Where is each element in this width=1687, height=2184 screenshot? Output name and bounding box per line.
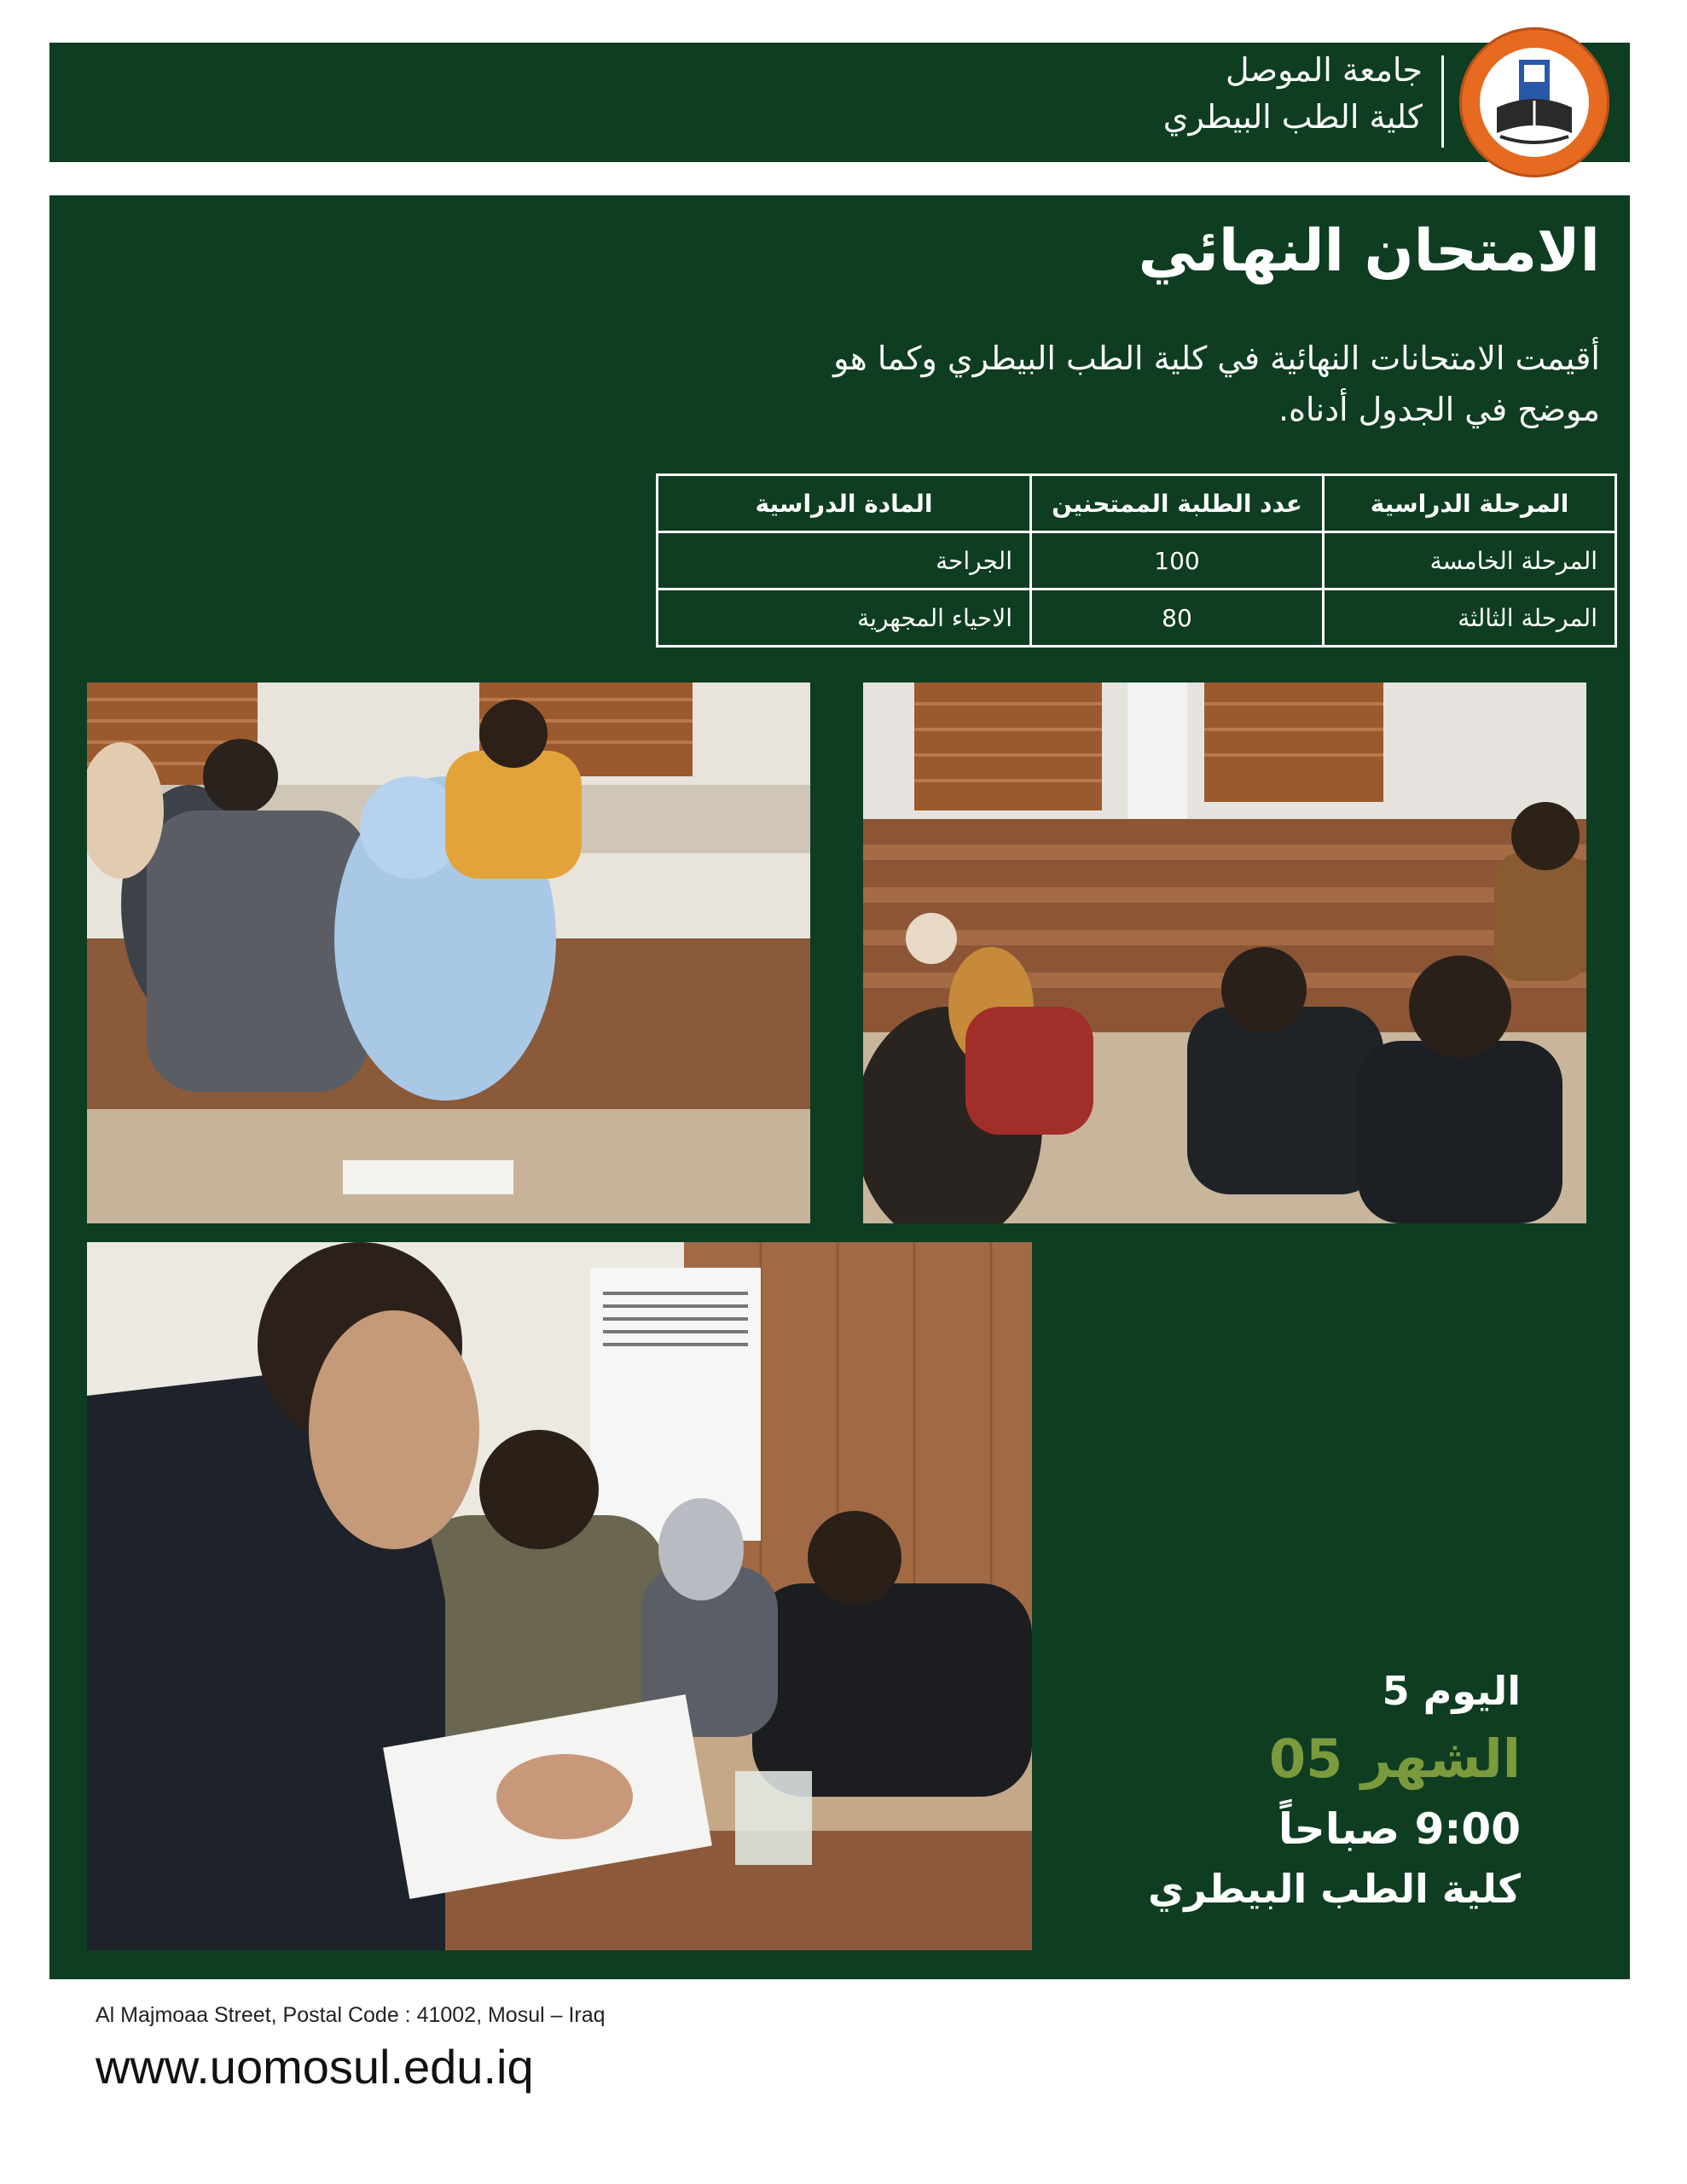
table-row <box>658 590 1616 647</box>
column-header-count: عدد الطلبة الممتحنين <box>1031 475 1324 532</box>
page-title: الامتحان النهائي <box>1138 218 1600 285</box>
exam-table <box>656 473 1617 648</box>
intro-paragraph: أقيمت الامتحانات النهائية في كلية الطب البيطري وكما هو موضح في الجدول أدناه. <box>833 340 1600 428</box>
cell-count: 100 <box>1031 532 1324 590</box>
exam-photo-left <box>87 682 810 1223</box>
event-time: 9:00 صباحاً <box>1278 1804 1521 1854</box>
website-link[interactable]: www.uomosul.edu.iq <box>96 2040 534 2094</box>
column-header-subject: المادة الدراسية <box>658 475 1031 532</box>
event-place: كلية الطب البيطري <box>1148 1866 1521 1912</box>
cell-stage: المرحلة الثالثة <box>1324 590 1616 647</box>
exam-photo-right <box>863 682 1586 1223</box>
university-seal-icon <box>1480 48 1589 157</box>
college-name: كلية الطب البيطري <box>1162 98 1423 136</box>
event-month: الشهر 05 <box>1269 1728 1521 1790</box>
column-header-stage: المرحلة الدراسية <box>1324 475 1616 532</box>
footer-address: Al Majmoaa Street, Postal Code : 41002, Mosul – Iraq <box>96 2003 606 2027</box>
university-logo <box>1459 27 1609 177</box>
table-header-row <box>658 475 1616 532</box>
event-day: اليوم 5 <box>1382 1668 1521 1714</box>
table-row <box>658 532 1616 590</box>
cell-count: 80 <box>1031 590 1324 647</box>
header-divider <box>1441 55 1444 148</box>
exam-photo-bottom <box>87 1242 1032 1950</box>
cell-stage: المرحلة الخامسة <box>1324 532 1616 590</box>
cell-subject: الجراحة <box>658 532 1031 590</box>
university-name: جامعة الموصل <box>1226 51 1423 89</box>
cell-subject: الاحياء المجهرية <box>658 590 1031 647</box>
